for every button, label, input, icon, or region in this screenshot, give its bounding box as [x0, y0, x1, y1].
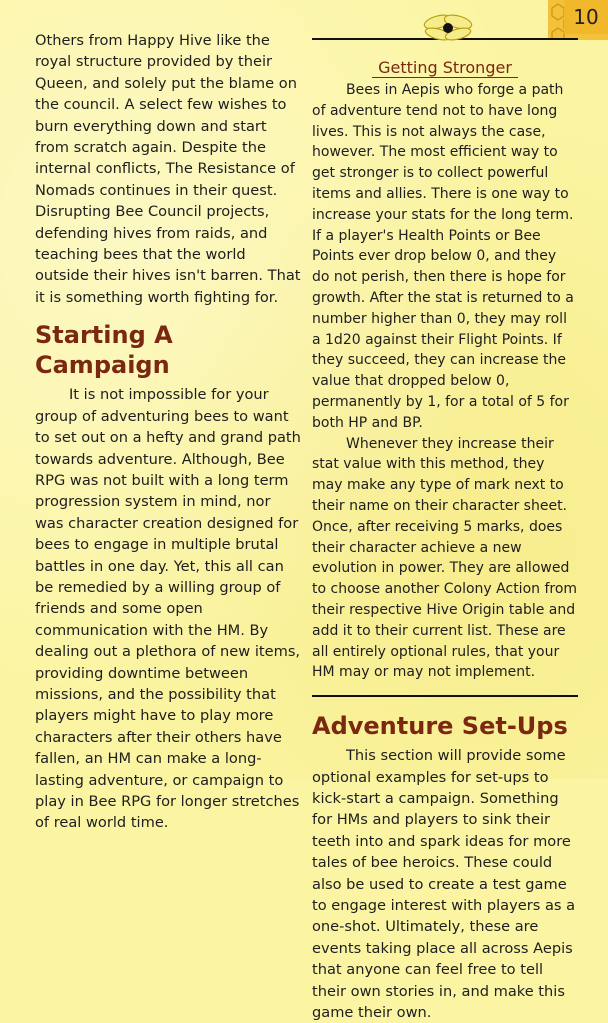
sidebar-getting-stronger — [312, 38, 578, 697]
heading-starting-campaign: Starting A Campaign — [35, 321, 173, 380]
bee-ornament-icon — [416, 10, 480, 46]
left-column — [35, 30, 303, 834]
paragraph-sidebar-2: Whenever they increase their stat value with this method, they may make any type of mark next to their name on their character sheet. Once, after receiving 5 marks, does their character achieve a new evolution in power. They are allowed to choose another Colony Action from their respective Hive Origin table and add it to their current list. These are all entirely optional rules, that your HM may or may not implement. — [312, 435, 578, 681]
paragraph-nomads: Others from Happy Hive like the royal structure provided by their Queen, and solely put the blame on the council. A select few wishes to burn everything down and start from scratch again. Despite the internal conflicts, The Resistance of Nomads continues in their quest. Disrupting Bee Council projects, defending hives from raids, and teaching bees that the world outside their hives isn't barren. That it is something worth fighting for. — [35, 32, 301, 306]
paragraph-adventure-setups: This section will provide some optional examples for set-ups to kick-start a campaign. Something for HMs and players to sink their teeth into and spark ideas for more tales of bee heroics. These could also be used to create a test game to engage interest with players as a one-shot. Ultimately, these are events taking place all across Aepis that anyone can feel free to tell their own stories in, and make this game their own. — [312, 747, 576, 1021]
paragraph-sidebar-1: Bees in Aepis who forge a path of adventure tend not to have long lives. This is not always the case, however. The most efficient way to get stronger is to collect powerful items and allies. There is one way to increase your stats for the long term. If a player's Health Points or Bee Points ever drop below 0, and they do not perish, then there is hope for growth. After the stat is returned to a number higher than 0, they may roll a 1d20 against their Flight Points. If they succeed, they can increase the value that dropped below 0, permanently by 1, for a total of 5 for both HP and BP. — [312, 82, 574, 431]
paragraph-starting-campaign: It is not impossible for your group of adventuring bees to want to set out on a hefty and grand path towards adventure. Although, Bee RPG was not built with a long term progression system in mind, nor was character creation designed for bees to engage in multiple brutal battles in one day. Yet, this all can be remedied by a willing group of friends and some open communication with the HM. By dealing out a plethora of new items, providing downtime between missions, and the possibility that players might have to play more characters after their others have fallen, an HM can make a long-lasting adventure, or campaign to play in Bee RPG for longer stretches of real world time. — [35, 386, 301, 832]
page-number: 10 — [564, 0, 608, 34]
heading-adventure-setups: Adventure Set-Ups — [312, 712, 568, 741]
sidebar-title: Getting Stronger — [312, 58, 578, 78]
right-column — [312, 30, 578, 1023]
